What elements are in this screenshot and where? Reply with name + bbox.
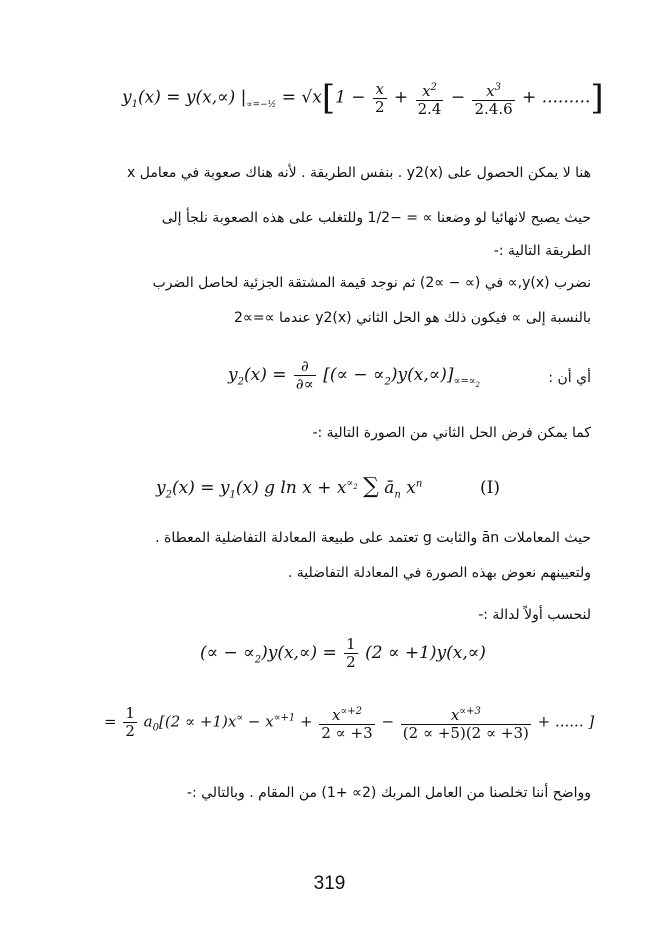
equation-3: $y_2(x) = y_1(x)$ g $\ln x + x^{\propto_2}$ ∑ $ā_n$ $x^n$	[156, 474, 423, 501]
paragraph-4: نضرب (y(x,∝ في (∝ − ∝2) ثم نوجد قيمة المشتقة الجزئية لحاصل الضرب	[152, 275, 591, 291]
paragraph-5: بالنسبة إلى ∝ فيكون ذلك هو الحل الثاني (y2(x عندما ∝=∝2	[233, 310, 591, 326]
paragraph-9: لنحسب أولاً لدالة :-	[478, 607, 591, 623]
equation-4: (∝ − $\propto_2)y(x,\propto)$ = $\frac{1}{2}$ (2 ∝ +1)y(x,∝)	[200, 635, 486, 671]
page-number: 319	[313, 873, 346, 894]
equation-1: $y_1(x) = y(x,\propto) |_{\propto=-\frac{1}{2}} = √x[1$ − $\frac{x}{2}$ + $\frac{x^2}{2.4}$ − $\frac{x^3}{2.4.6}$ + .........]	[122, 78, 604, 118]
equation-3-label: (I)	[480, 478, 500, 498]
paragraph-10: وواضح أننا تخلصنا من العامل المربك (2∝ +1) من المقام . وبالتالي :-	[186, 785, 591, 801]
paragraph-2: حيث يصبح لانهائيا لو وضعنا ∝ = −1/2 وللتغلب على هذه الصعوبة نلجأ إلى	[161, 210, 591, 226]
paragraph-3: الطريقة التالية :-	[493, 243, 591, 259]
label-that-is: أي أن :	[548, 370, 591, 386]
equation-5: = $\frac{1}{2}$ $a_0[(2 \propto +1)x^\propto - x^{\propto+1}$ + $\frac{x^{\propto+2}}{2 \propto +3}$ − $\frac{x^{\propto+3}}{(2 \propto +5)(2 \propto +3)}$ + ...... ]	[104, 704, 595, 742]
paragraph-7: حيث المعاملات ān والثابت g تعتمد على طبيعة المعادلة التفاضلية المعطاة .	[155, 530, 591, 546]
paragraph-1: هنا لا يمكن الحصول على (y2(x . بنفس الطريقة . لأنه هناك صعوبة في معامل x	[127, 165, 591, 181]
paragraph-8: ولتعيينهم نعوض بهذه الصورة في المعادلة التفاضلية .	[287, 565, 591, 581]
equation-2: $y_2(x)$ = $\frac{\partial}{\partial\propto}$ [(∝ − $\propto_2)y(x,\propto)]_{\propto=\propto_2}$	[228, 357, 480, 393]
paragraph-6: كما يمكن فرض الحل الثاني من الصورة التالية :-	[312, 425, 591, 441]
